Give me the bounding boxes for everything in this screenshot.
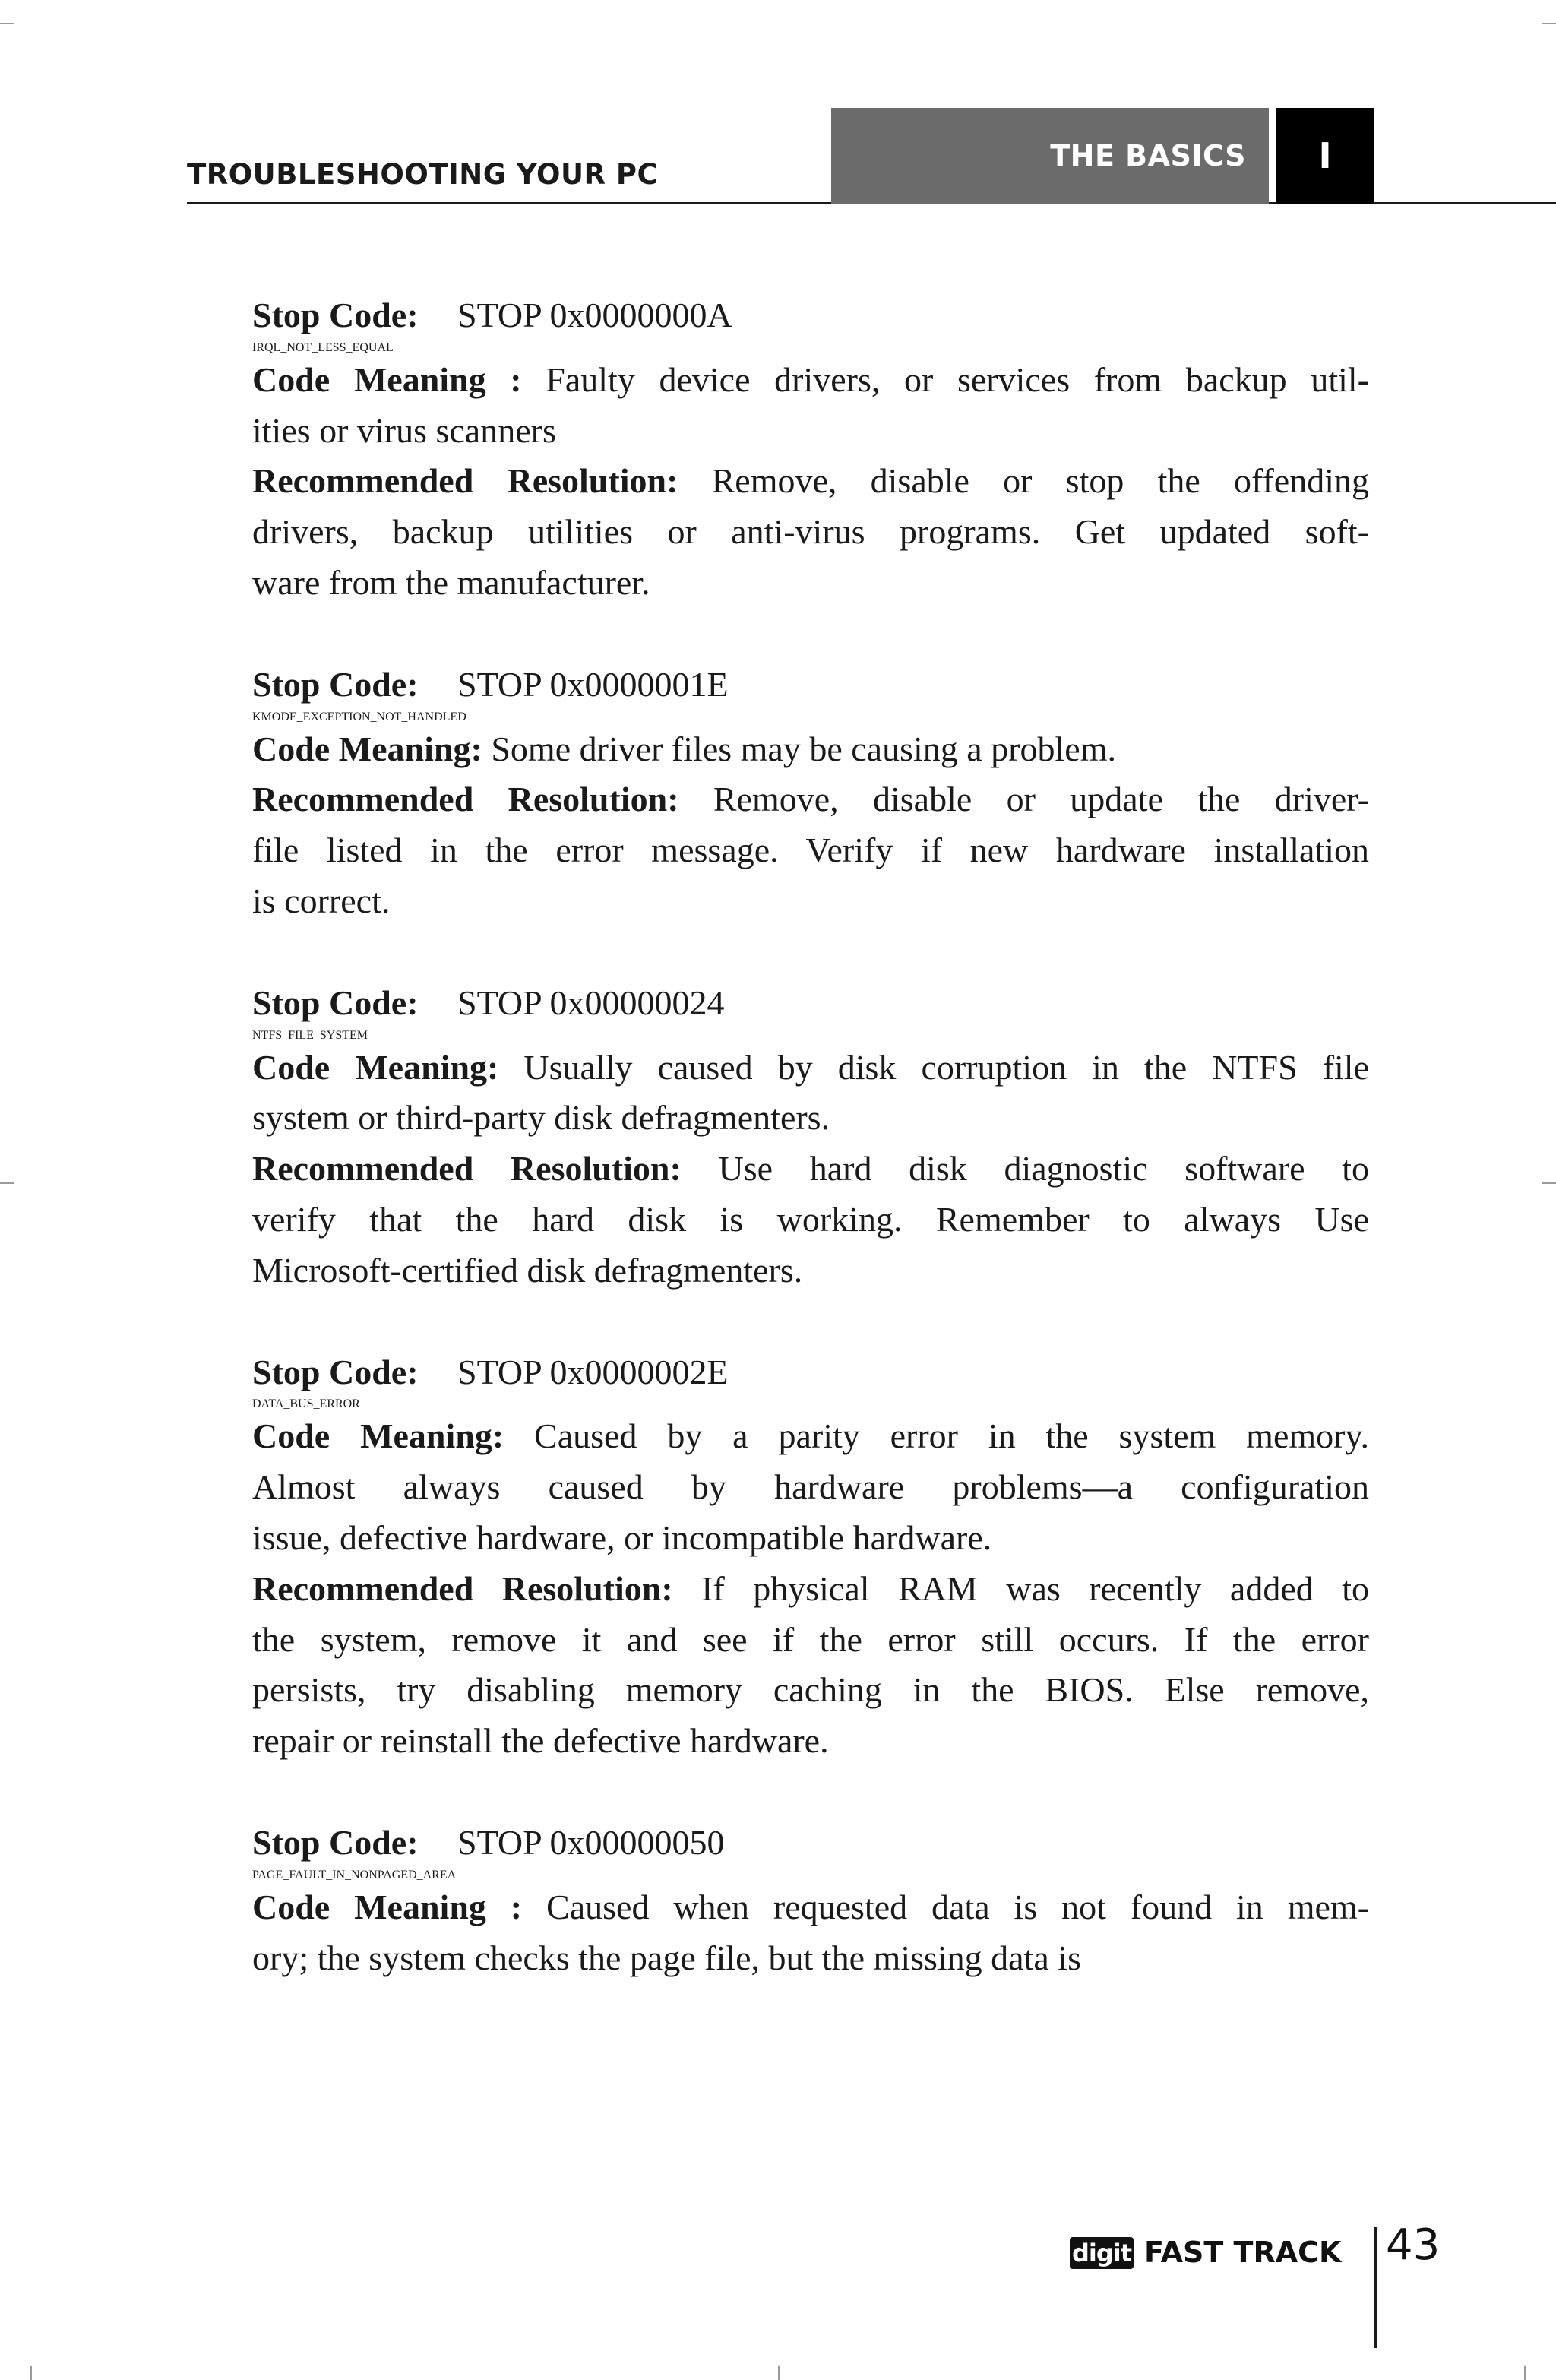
section-number-box — [1276, 108, 1374, 204]
code-meaning-text: issue, defective hardware, or incompatible hardware. — [252, 1518, 992, 1557]
code-meaning-text: system or third-party disk defragmenters. — [252, 1098, 830, 1138]
code-meaning-text: Caused when requested data is not found in mem- — [522, 1887, 1369, 1926]
recommended-resolution-line — [252, 507, 1369, 558]
recommended-resolution-line — [252, 1245, 1369, 1296]
code-meaning-label: Code Meaning: — [252, 1416, 504, 1456]
recommended-resolution-text: persists, try disabling memory caching in the BIOS. Else remove, — [252, 1670, 1369, 1710]
code-meaning-text: Almost always caused by hardware problems—a configuration — [252, 1467, 1369, 1507]
page-number: 43 — [1386, 2220, 1441, 2270]
code-meaning-line — [252, 1513, 1369, 1564]
recommended-resolution-text: repair or reinstall the defective hardware. — [252, 1721, 829, 1761]
page-footer — [1064, 2220, 1459, 2333]
stop-code-label: Stop Code: — [252, 983, 419, 1022]
stop-code-line — [252, 1818, 1369, 1869]
recommended-resolution-line — [252, 1665, 1369, 1716]
stop-code-entry — [252, 1818, 1369, 1983]
code-meaning-label: Code Meaning: — [252, 1047, 499, 1087]
footer-rule — [1374, 2227, 1377, 2348]
code-meaning-line — [252, 1411, 1369, 1462]
stop-code-value: STOP 0x0000001E — [457, 664, 729, 704]
code-meaning-text: Usually caused by disk corruption in the NTFS file — [498, 1047, 1369, 1087]
recommended-resolution-text: file listed in the error message. Verify if new hardware installation — [252, 831, 1369, 870]
recommended-resolution-label: Recommended Resolution: — [252, 780, 679, 819]
code-meaning-label: Code Meaning : — [252, 359, 522, 399]
recommended-resolution-label: Recommended Resolution: — [252, 1149, 682, 1188]
stop-code-name: KMODE_EXCEPTION_NOT_HANDLED — [252, 710, 466, 723]
code-meaning-text: Some driver files may be causing a problem. — [482, 729, 1116, 768]
code-meaning-line — [252, 406, 1369, 457]
stop-code-name: IRQL_NOT_LESS_EQUAL — [252, 340, 394, 354]
stop-code-label: Stop Code: — [252, 1822, 419, 1862]
stop-code-label: Stop Code: — [252, 296, 419, 334]
code-meaning-text: ities or virus scanners — [252, 410, 556, 450]
stop-code-value: STOP 0x0000000A — [457, 296, 732, 334]
stop-code-entry — [252, 660, 1369, 927]
recommended-resolution-line — [252, 1564, 1369, 1615]
code-meaning-line — [252, 355, 1369, 406]
page-body — [252, 290, 1369, 2034]
recommended-resolution-text: Remove, disable or stop the offending — [678, 461, 1369, 501]
recommended-resolution-text: the system, remove it and see if the error still occurs. If the error — [252, 1619, 1369, 1659]
stop-code-entry — [252, 1347, 1369, 1767]
recommended-resolution-text: Microsoft-certified disk defragmenters. — [252, 1250, 803, 1290]
stop-code-line — [252, 660, 1369, 711]
recommended-resolution-text: Use hard disk diagnostic software to — [681, 1149, 1369, 1188]
recommended-resolution-line — [252, 1615, 1369, 1666]
recommended-resolution-line — [252, 1195, 1369, 1245]
recommended-resolution-line — [252, 825, 1369, 876]
code-meaning-label: Code Meaning: — [252, 729, 482, 768]
code-meaning-line — [252, 1933, 1369, 1984]
code-meaning-line — [252, 1093, 1369, 1144]
recommended-resolution-line — [252, 1716, 1369, 1767]
brand-name: FAST TRACK — [1144, 2236, 1342, 2269]
running-header: TROUBLESHOOTING YOUR PC — [187, 158, 659, 191]
code-meaning-label: Code Meaning : — [252, 1887, 523, 1926]
section-tab — [831, 108, 1269, 204]
recommended-resolution-text: ware from the manufacturer. — [252, 562, 650, 602]
recommended-resolution-line — [252, 456, 1369, 507]
recommended-resolution-text: Remove, disable or update the driver- — [678, 780, 1369, 819]
section-number: I — [1318, 135, 1332, 176]
recommended-resolution-label: Recommended Resolution: — [252, 1568, 673, 1608]
stop-code-value: STOP 0x00000050 — [457, 1822, 725, 1862]
recommended-resolution-line — [252, 1144, 1369, 1195]
stop-code-entry — [252, 978, 1369, 1296]
stop-code-entry — [252, 290, 1369, 609]
code-meaning-line — [252, 1043, 1369, 1093]
stop-code-label: Stop Code: — [252, 1352, 419, 1391]
crop-mark — [1542, 23, 1556, 24]
code-meaning-line — [252, 724, 1369, 775]
crop-mark — [1524, 2366, 1526, 2380]
digit-logo: digit — [1070, 2237, 1134, 2269]
code-meaning-text: ory; the system checks the page file, but the missing data is — [252, 1938, 1081, 1977]
crop-mark — [0, 1182, 14, 1184]
recommended-resolution-text: verify that the hard disk is working. Remember to always Use — [252, 1199, 1369, 1239]
stop-code-value: STOP 0x0000002E — [457, 1352, 729, 1391]
crop-mark — [778, 2366, 780, 2380]
recommended-resolution-label: Recommended Resolution: — [252, 461, 678, 501]
stop-code-line — [252, 978, 1369, 1029]
stop-code-line — [252, 1347, 1369, 1398]
recommended-resolution-text: drivers, backup utilities or anti-virus programs. Get updated soft- — [252, 512, 1369, 552]
crop-mark — [30, 2366, 32, 2380]
stop-code-label: Stop Code: — [252, 664, 419, 704]
code-meaning-text: Caused by a parity error in the system memory. — [504, 1416, 1369, 1456]
stop-code-name: NTFS_FILE_SYSTEM — [252, 1028, 368, 1042]
stop-code-name: PAGE_FAULT_IN_NONPAGED_AREA — [252, 1868, 457, 1882]
section-title: THE BASICS — [1050, 139, 1246, 172]
recommended-resolution-line — [252, 774, 1369, 825]
crop-mark — [0, 23, 14, 24]
stop-code-name: DATA_BUS_ERROR — [252, 1397, 360, 1411]
recommended-resolution-text: If physical RAM was recently added to — [672, 1568, 1369, 1608]
recommended-resolution-text: is correct. — [252, 881, 391, 920]
code-meaning-line — [252, 1462, 1369, 1513]
stop-code-value: STOP 0x00000024 — [457, 983, 725, 1022]
crop-mark — [1542, 1182, 1556, 1184]
recommended-resolution-line — [252, 558, 1369, 609]
code-meaning-text: Faulty device drivers, or services from backup util- — [521, 359, 1369, 399]
stop-code-line — [252, 290, 1369, 341]
code-meaning-line — [252, 1882, 1369, 1933]
recommended-resolution-line — [252, 876, 1369, 927]
